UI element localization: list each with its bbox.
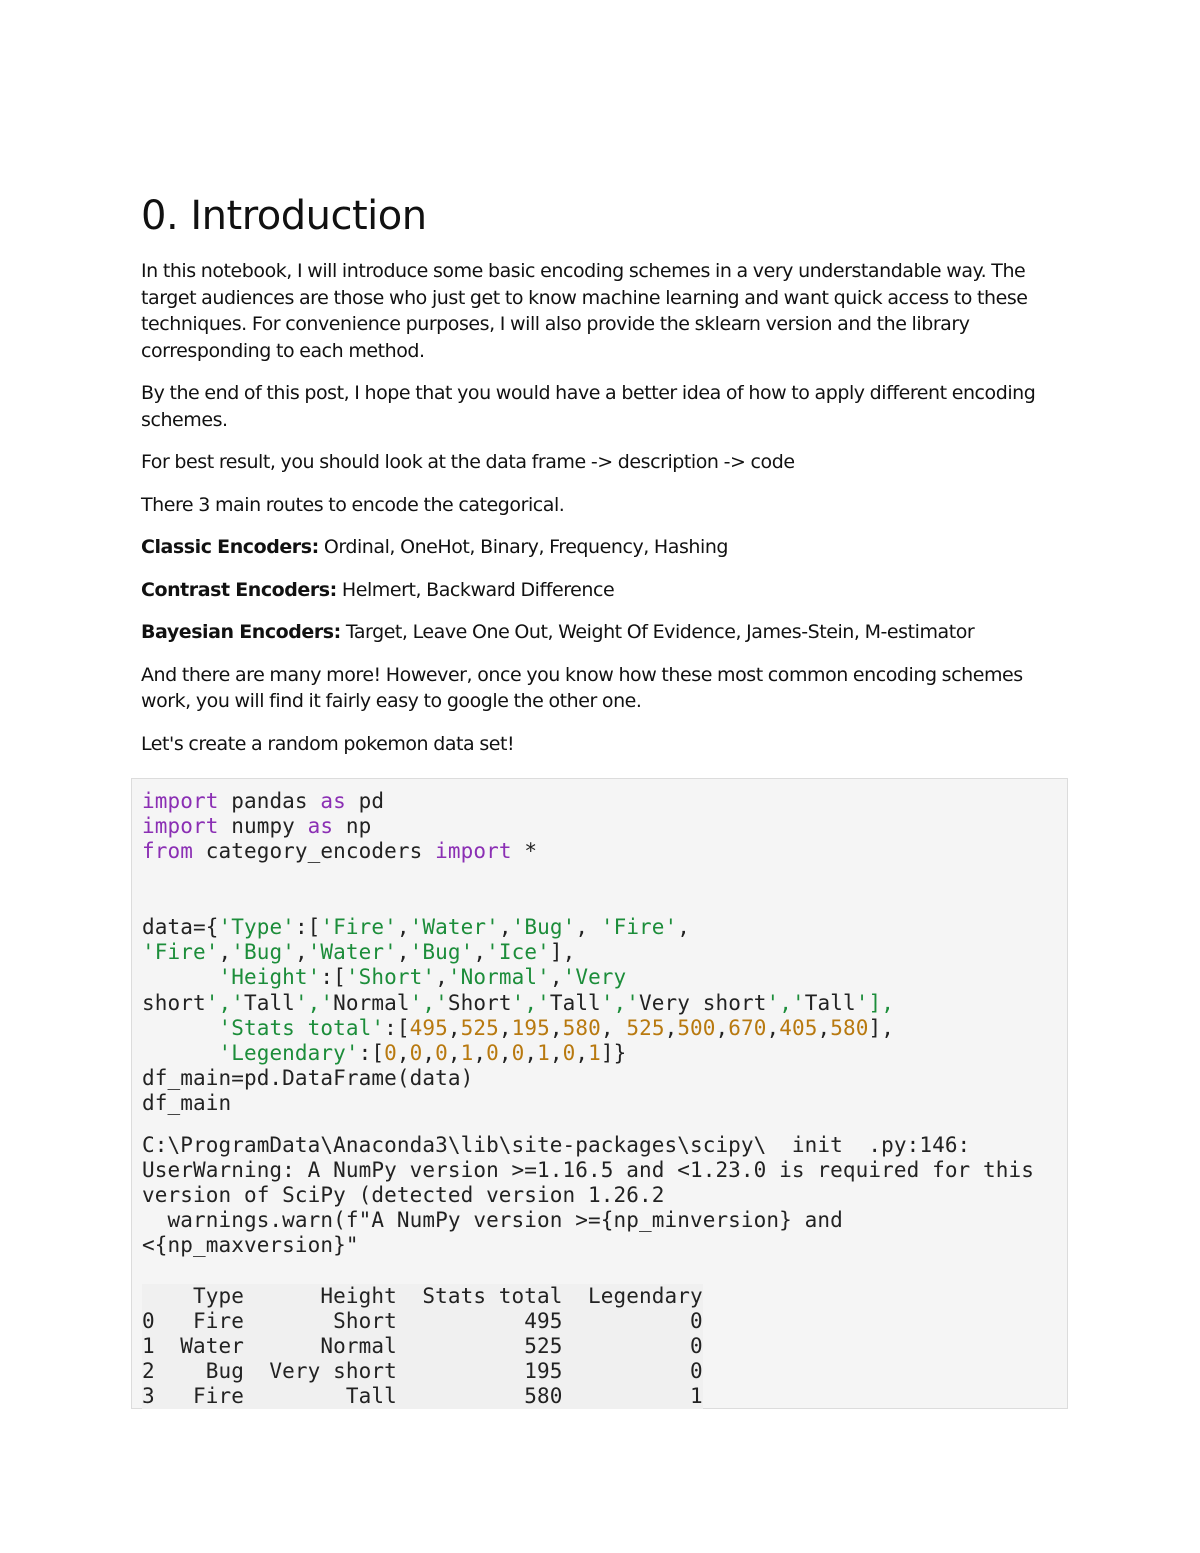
bayesian-encoders-label: Bayesian Encoders: xyxy=(141,621,341,643)
lead-paragraph: Let's create a random pokemon data set! xyxy=(141,732,515,755)
tip-paragraph: For best result, you should look at the data frame -> description -> code xyxy=(141,451,795,473)
bayesian-encoders-list: Target, Leave One Out, Weight Of Evidence, James-Stein, M-estimator xyxy=(340,621,975,643)
classic-encoders-line xyxy=(141,534,1071,561)
cell-warning-output: C:\ProgramData\Anaconda3\lib\site-packages\scipy\ init .py:146: UserWarning: A NumPy version >=1.16.5 and <1.23.0 is required for this version of SciPy (detected version 1.26.2 warnings.warn(f"A NumPy version >={np_minversion} and <{np_maxversion}" xyxy=(142,1133,1035,1257)
intro-paragraph: In this notebook, I will introduce some basic encoding schemes in a very understandable way. The target audiences are those who just get to know machine learning and want quick access to these techniques. For convenience purposes, I will also provide the sklearn version and the library corresponding to each method. xyxy=(141,260,1028,362)
goal-paragraph: By the end of this post, I hope that you would have a better idea of how to apply different encoding schemes. xyxy=(141,382,1036,431)
page-title: 0. Introduction xyxy=(141,193,427,239)
markdown-cell xyxy=(141,192,1071,773)
routes-paragraph: There 3 main routes to encode the categorical. xyxy=(141,493,565,516)
contrast-encoders-list: Helmert, Backward Difference xyxy=(336,578,615,601)
more-paragraph: And there are many more! However, once you know how these most common encoding schemes work, you will find it fairly easy to google the other one. xyxy=(141,663,1023,712)
classic-encoders-label: Classic Encoders: xyxy=(141,536,319,558)
code-cell[interactable] xyxy=(131,778,1068,1409)
bayesian-encoders-line xyxy=(141,619,1071,646)
classic-encoders-list: Ordinal, OneHot, Binary, Frequency, Hashing xyxy=(318,536,729,558)
contrast-encoders-line xyxy=(141,577,1071,604)
contrast-encoders-label: Contrast Encoders: xyxy=(141,578,337,601)
code-input[interactable]: import pandas as pd import numpy as np from category_encoders import * data={'Type':['Fire','Water','Bug', 'Fire', 'Fire','Bug','Water','Bug','Ice'], 'Height':['Short','Normal','Very short','Tall','Normal','Short','Tall','Very short','Tall'], 'Stats total':[495,525,195,580, 525,500,670,405,580], 'Legendary':[0,0,0,1,0,0,1,0,1]} df_main=pd.DataFrame(data) df_main xyxy=(142,789,894,1116)
dataframe-output: Type Height Stats total Legendary 0 Fire Short 495 0 1 Water Normal 525 0 2 Bug Very short 195 0 3 Fire Tall 580 1 xyxy=(142,1284,703,1408)
